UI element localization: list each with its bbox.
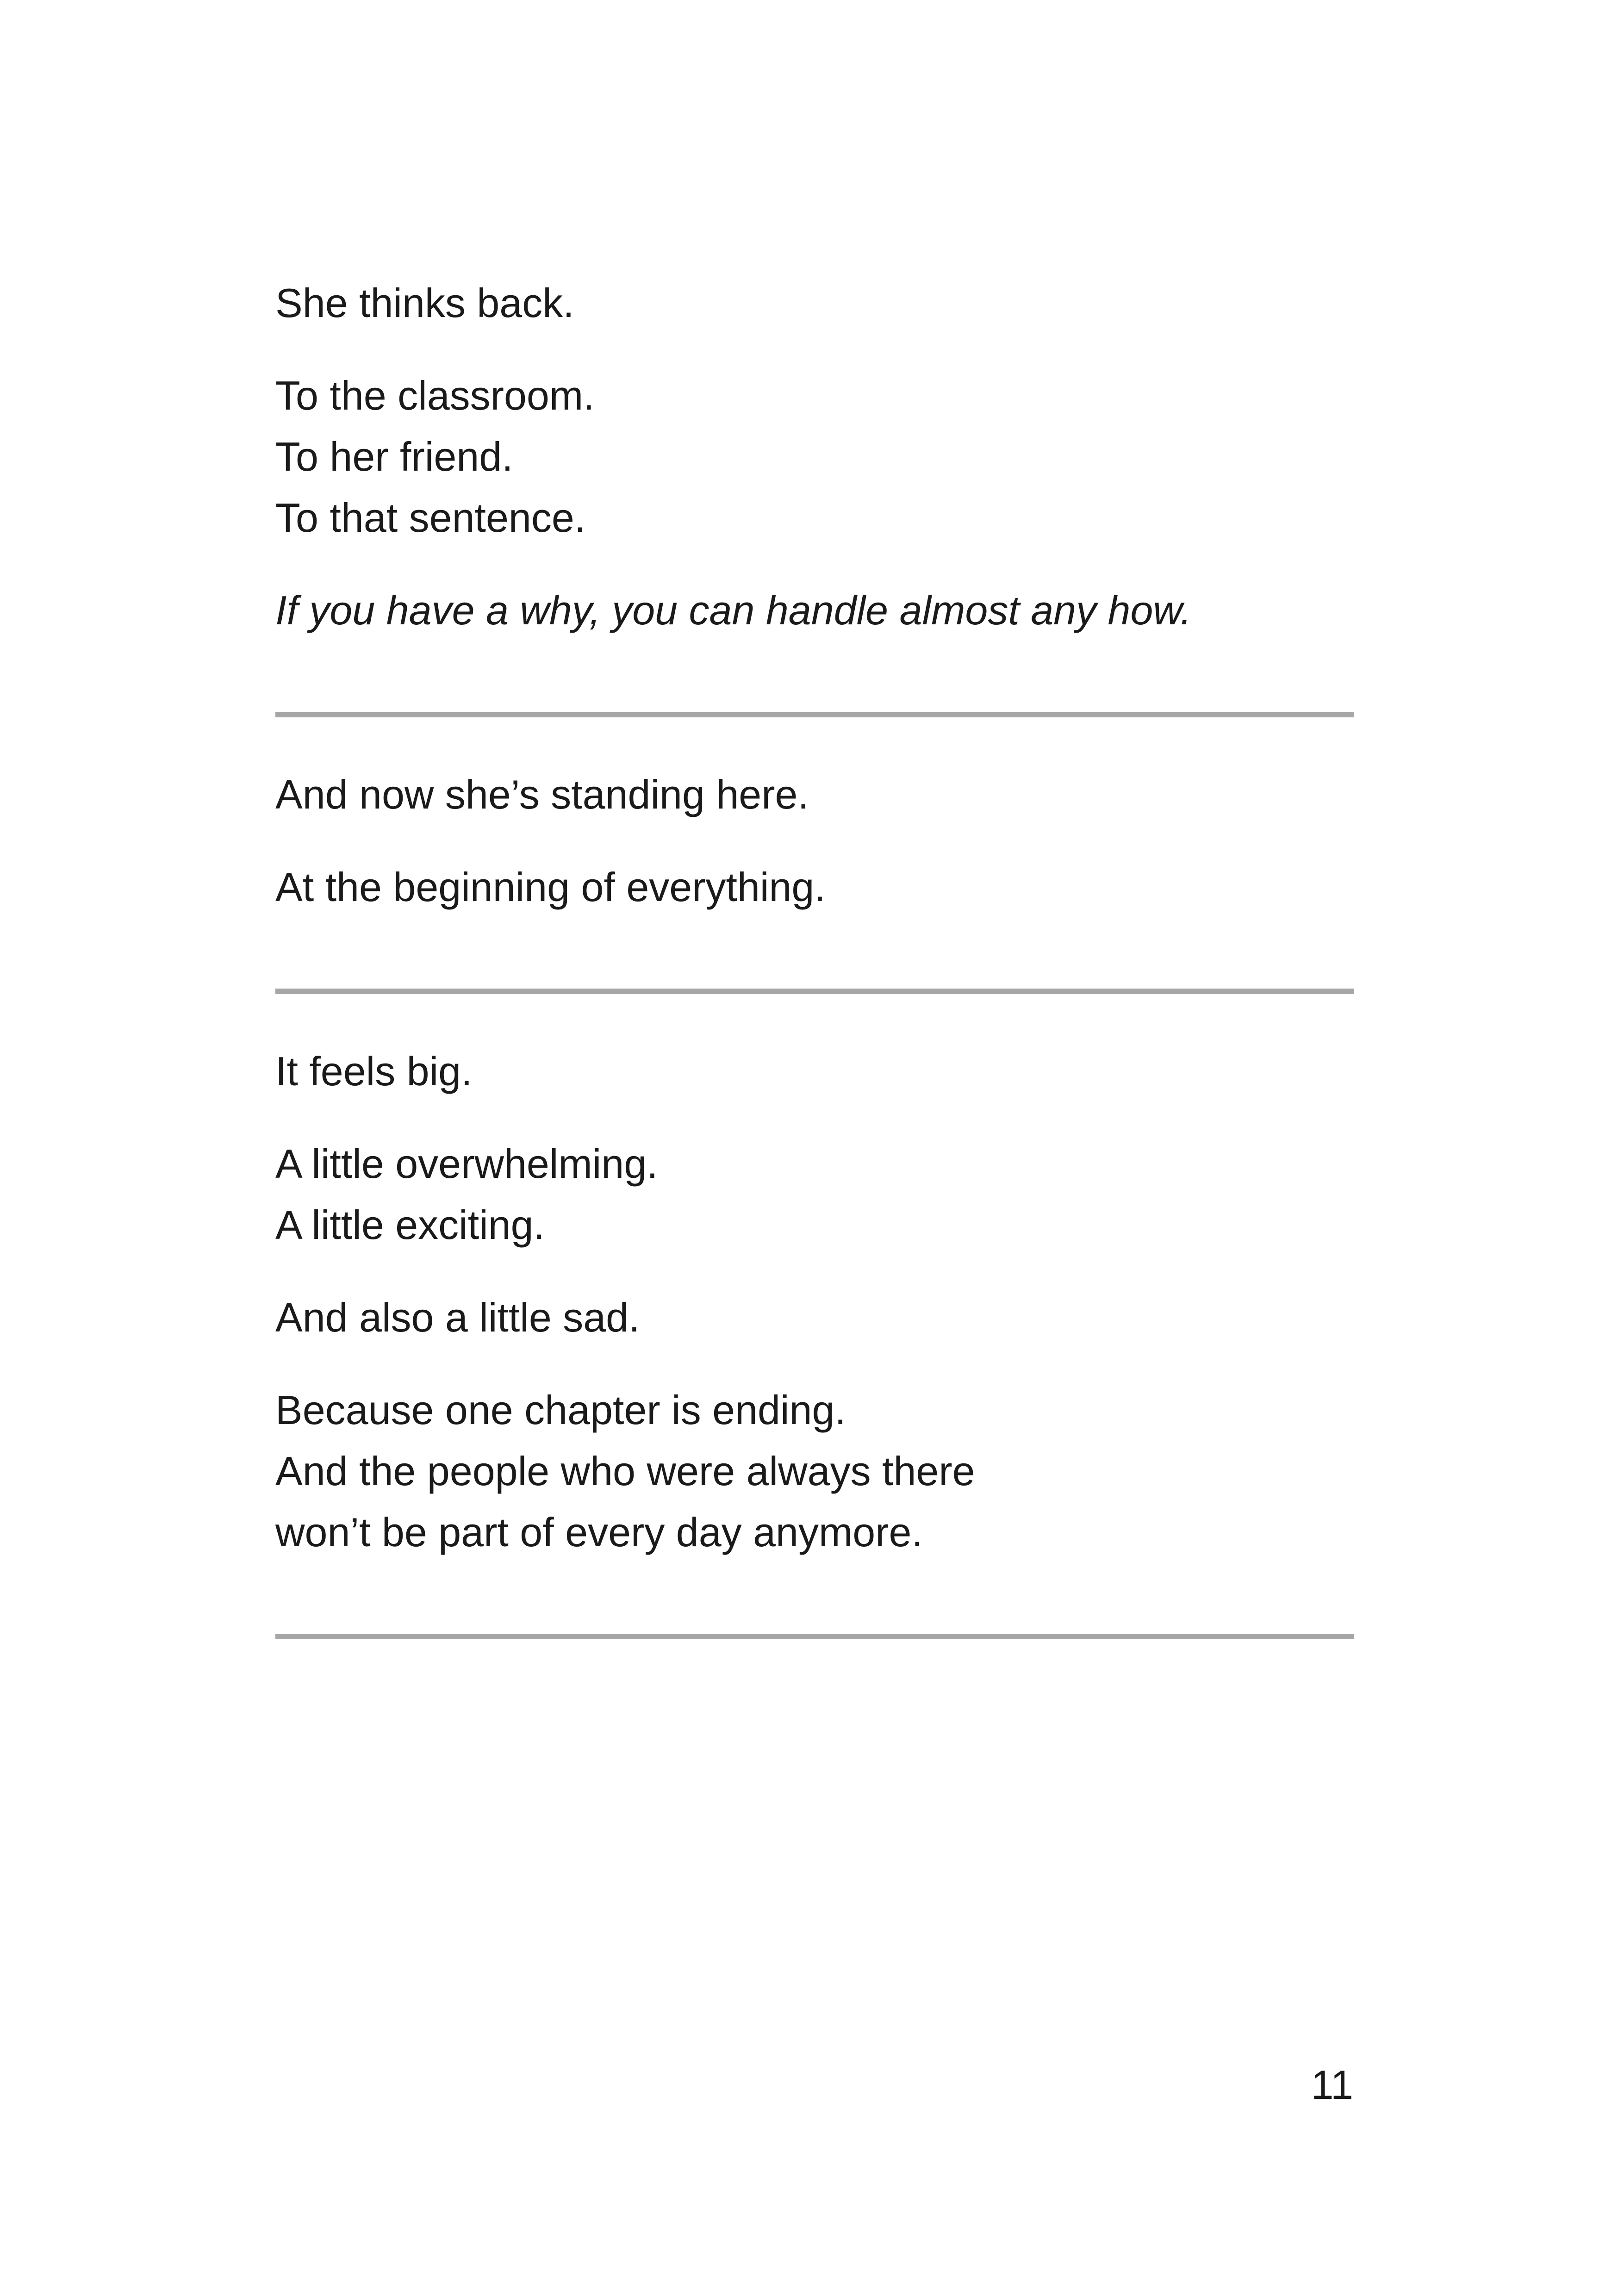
section-divider — [275, 1634, 1354, 1639]
section-divider — [275, 712, 1354, 717]
text-line: won’t be part of every day anymore. — [275, 1509, 923, 1555]
text-line: And also a little sad. — [275, 1294, 640, 1340]
quote-line: If you have a why, you can handle almost any how. — [275, 587, 1192, 633]
text-line: And now she’s standing here. — [275, 772, 809, 817]
section-divider — [275, 989, 1354, 994]
text-line: Because one chapter is ending. — [275, 1387, 846, 1433]
page-number: 11 — [1311, 2062, 1353, 2108]
text-line: A little exciting. — [275, 1202, 545, 1248]
text-line: A little overwhelming. — [275, 1141, 658, 1187]
text-line: It feels big. — [275, 1048, 473, 1094]
text-line: At the beginning of everything. — [275, 864, 826, 910]
text-line: To her friend. — [275, 434, 513, 479]
text-line: To that sentence. — [275, 495, 586, 541]
text-line: And the people who were always there — [275, 1448, 975, 1494]
text-line: To the classroom. — [275, 373, 595, 418]
text-line: She thinks back. — [275, 280, 574, 326]
